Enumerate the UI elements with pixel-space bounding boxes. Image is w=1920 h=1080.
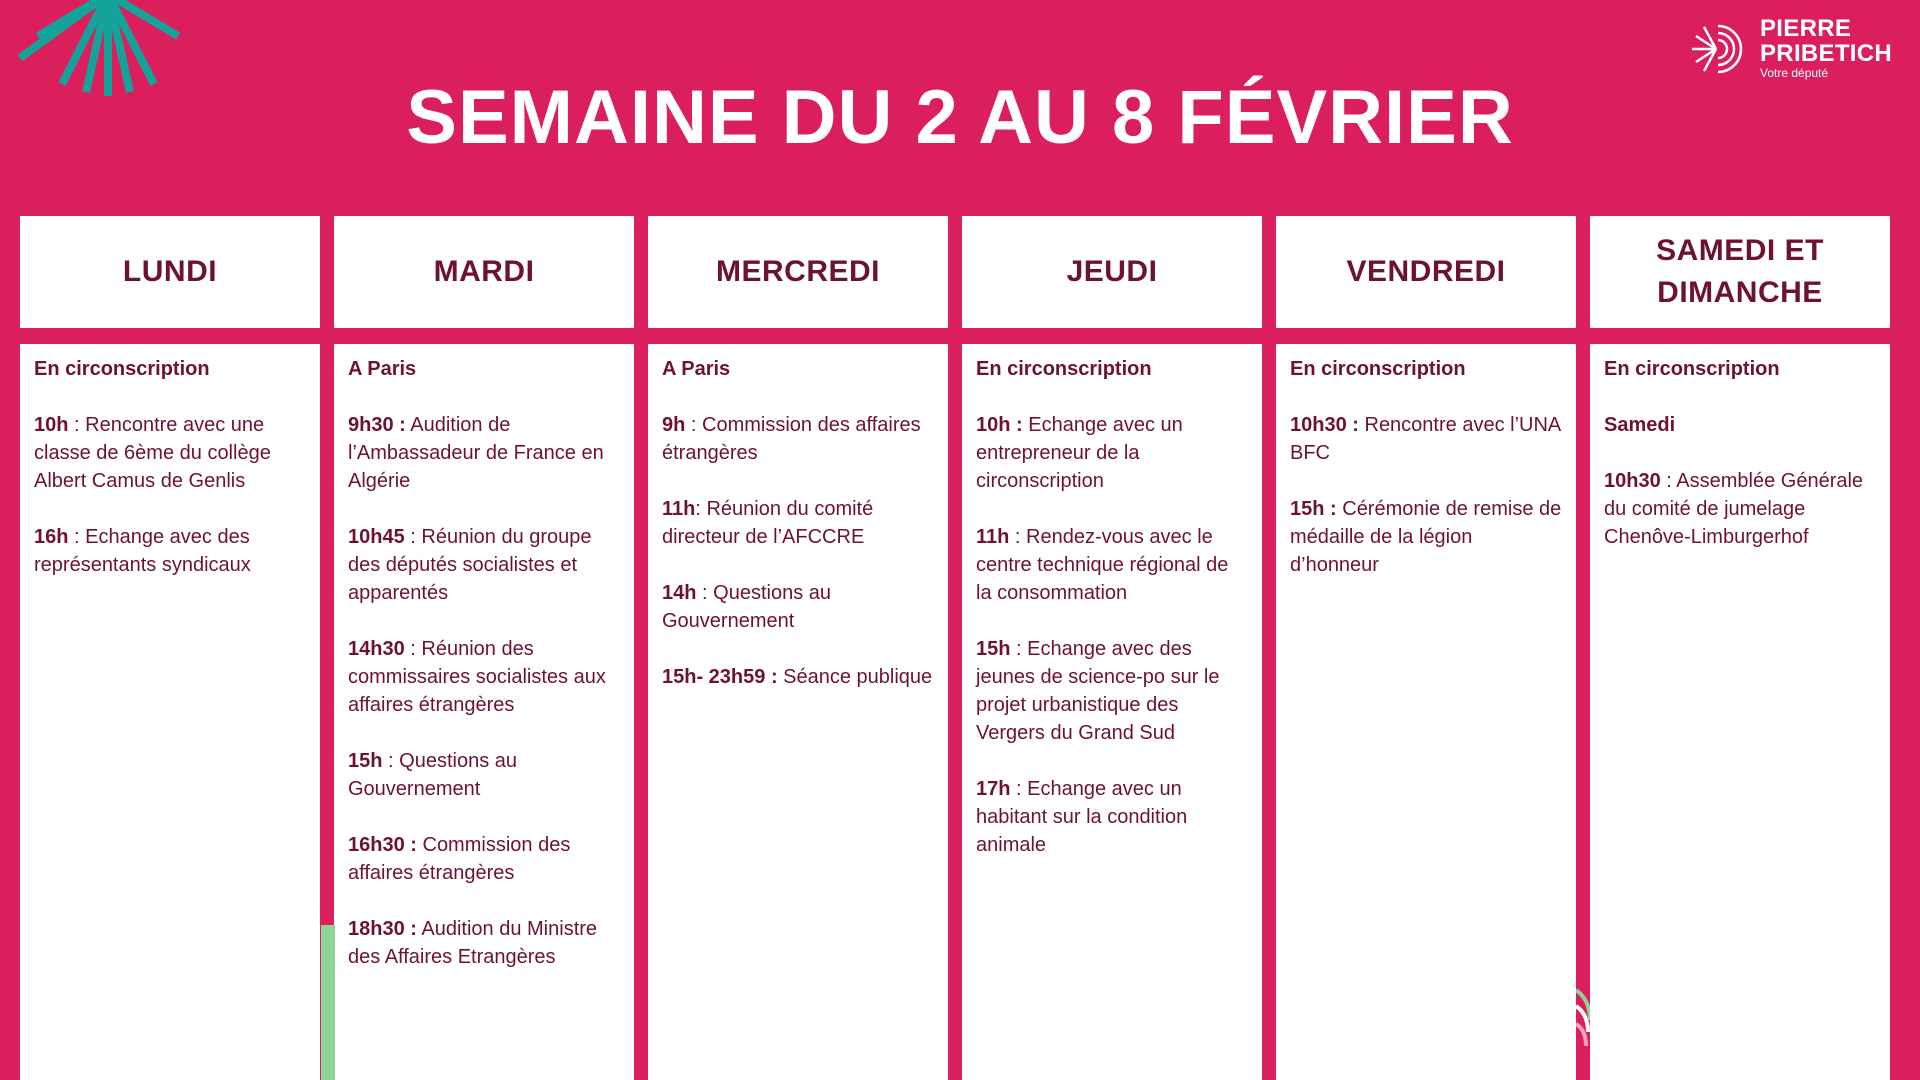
event-description: : Réunion des commissaires socialistes aux affaires étrangères [348, 638, 606, 716]
event-time: 11h [662, 498, 696, 520]
event-description: Rencontre avec l’UNA BFC [1290, 414, 1561, 464]
event-description: : Réunion du comité directeur de l’AFCCRE [662, 498, 874, 548]
event-item [662, 411, 934, 467]
day-header-jeudi: JEUDI [962, 216, 1262, 328]
event-time: 14h30 [348, 638, 405, 660]
event-item [34, 523, 306, 579]
event-description: : Rencontre avec une classe de 6ème du collège Albert Camus de Genlis [34, 414, 271, 492]
event-item [348, 635, 620, 719]
event-description: Commission des affaires étrangères [348, 834, 571, 884]
event-description: Audition de l’Ambassadeur de France en Algérie [348, 414, 604, 492]
logo-name-line2: PRIBETICH [1760, 40, 1893, 67]
event-description: : Réunion du groupe des députés socialistes et apparentés [348, 526, 592, 604]
event-time: 10h : [976, 414, 1023, 436]
event-description: Audition du Ministre des Affaires Etrangères [348, 918, 598, 968]
event-item [976, 523, 1248, 607]
event-item [662, 663, 934, 691]
day-header-weekend [1590, 216, 1890, 328]
event-description: : Echange avec des représentants syndicaux [34, 526, 251, 576]
event-description: : Commission des affaires étrangères [662, 414, 921, 464]
event-description: : Echange avec des jeunes de science-po sur le projet urbanistique des Vergers du Grand Sud [976, 638, 1220, 744]
event-item [976, 635, 1248, 747]
event-time: 15h [976, 638, 1011, 660]
event-time: 16h30 : [348, 834, 417, 856]
day-location: A Paris [348, 358, 417, 380]
event-time: 16h [34, 526, 69, 548]
event-time: 9h [662, 414, 686, 436]
logo-subtitle: Votre député [1760, 66, 1829, 80]
day-subheading: Samedi [1604, 414, 1676, 436]
day-column-weekend [1590, 344, 1890, 1080]
logo-swirl-icon [1688, 18, 1750, 80]
event-time: 15h : [1290, 498, 1337, 520]
logo-name [1760, 16, 1892, 66]
day-header-vendredi: VENDREDI [1276, 216, 1576, 328]
event-item [348, 411, 620, 495]
event-description: : Questions au Gouvernement [348, 750, 517, 800]
event-time: 18h30 : [348, 918, 417, 940]
event-description: Cérémonie de remise de médaille de la légion d’honneur [1290, 498, 1562, 576]
event-description: : Echange avec un habitant sur la condition animale [976, 778, 1188, 856]
event-item [34, 411, 306, 495]
day-location: A Paris [662, 358, 731, 380]
event-item [662, 495, 934, 551]
event-time: 11h [976, 526, 1010, 548]
event-time: 15h [348, 750, 383, 772]
day-location: En circonscription [976, 358, 1152, 380]
event-item [976, 775, 1248, 859]
event-description: Echange avec un entrepreneur de la circonscription [976, 414, 1183, 492]
day-column-mercredi [648, 344, 948, 1080]
event-time: 17h [976, 778, 1011, 800]
day-header-mardi: MARDI [334, 216, 634, 328]
event-item [348, 523, 620, 607]
event-time: 14h [662, 582, 697, 604]
day-column-mardi [334, 344, 634, 1080]
event-item [976, 411, 1248, 495]
day-column-jeudi [962, 344, 1262, 1080]
event-time: 9h30 : [348, 414, 406, 436]
event-time: 10h [34, 414, 69, 436]
day-header-lundi: LUNDI [20, 216, 320, 328]
day-header-line2: DIMANCHE [1657, 276, 1823, 309]
event-item [1290, 411, 1562, 467]
event-item [348, 831, 620, 887]
logo-name-line1: PIERRE [1760, 15, 1852, 42]
day-location: En circonscription [34, 358, 210, 380]
event-description: : Questions au Gouvernement [662, 582, 831, 632]
event-time: 15h- 23h59 : [662, 666, 778, 688]
event-time: 10h45 [348, 526, 405, 548]
event-item [348, 747, 620, 803]
day-column-vendredi [1276, 344, 1576, 1080]
green-accent-decoration [321, 925, 335, 1080]
event-time: 10h30 [1604, 470, 1661, 492]
event-item [1604, 467, 1876, 551]
day-header-mercredi: MERCREDI [648, 216, 948, 328]
event-item [662, 579, 934, 635]
event-item [348, 915, 620, 971]
day-header-line1: SAMEDI ET [1656, 234, 1824, 267]
event-description: : Assemblée Générale du comité de jumelage Chenôve-Limburgerhof [1604, 470, 1864, 548]
event-description: Séance publique [777, 666, 933, 688]
page-title: SEMAINE DU 2 AU 8 FÉVRIER [406, 75, 1514, 160]
arc-accent-decoration [1576, 980, 1590, 1080]
event-item [1290, 495, 1562, 579]
day-column-lundi [20, 344, 320, 1080]
event-time: 10h30 : [1290, 414, 1359, 436]
day-location: En circonscription [1604, 358, 1780, 380]
day-location: En circonscription [1290, 358, 1466, 380]
event-description: : Rendez-vous avec le centre technique régional de la consommation [976, 526, 1229, 604]
